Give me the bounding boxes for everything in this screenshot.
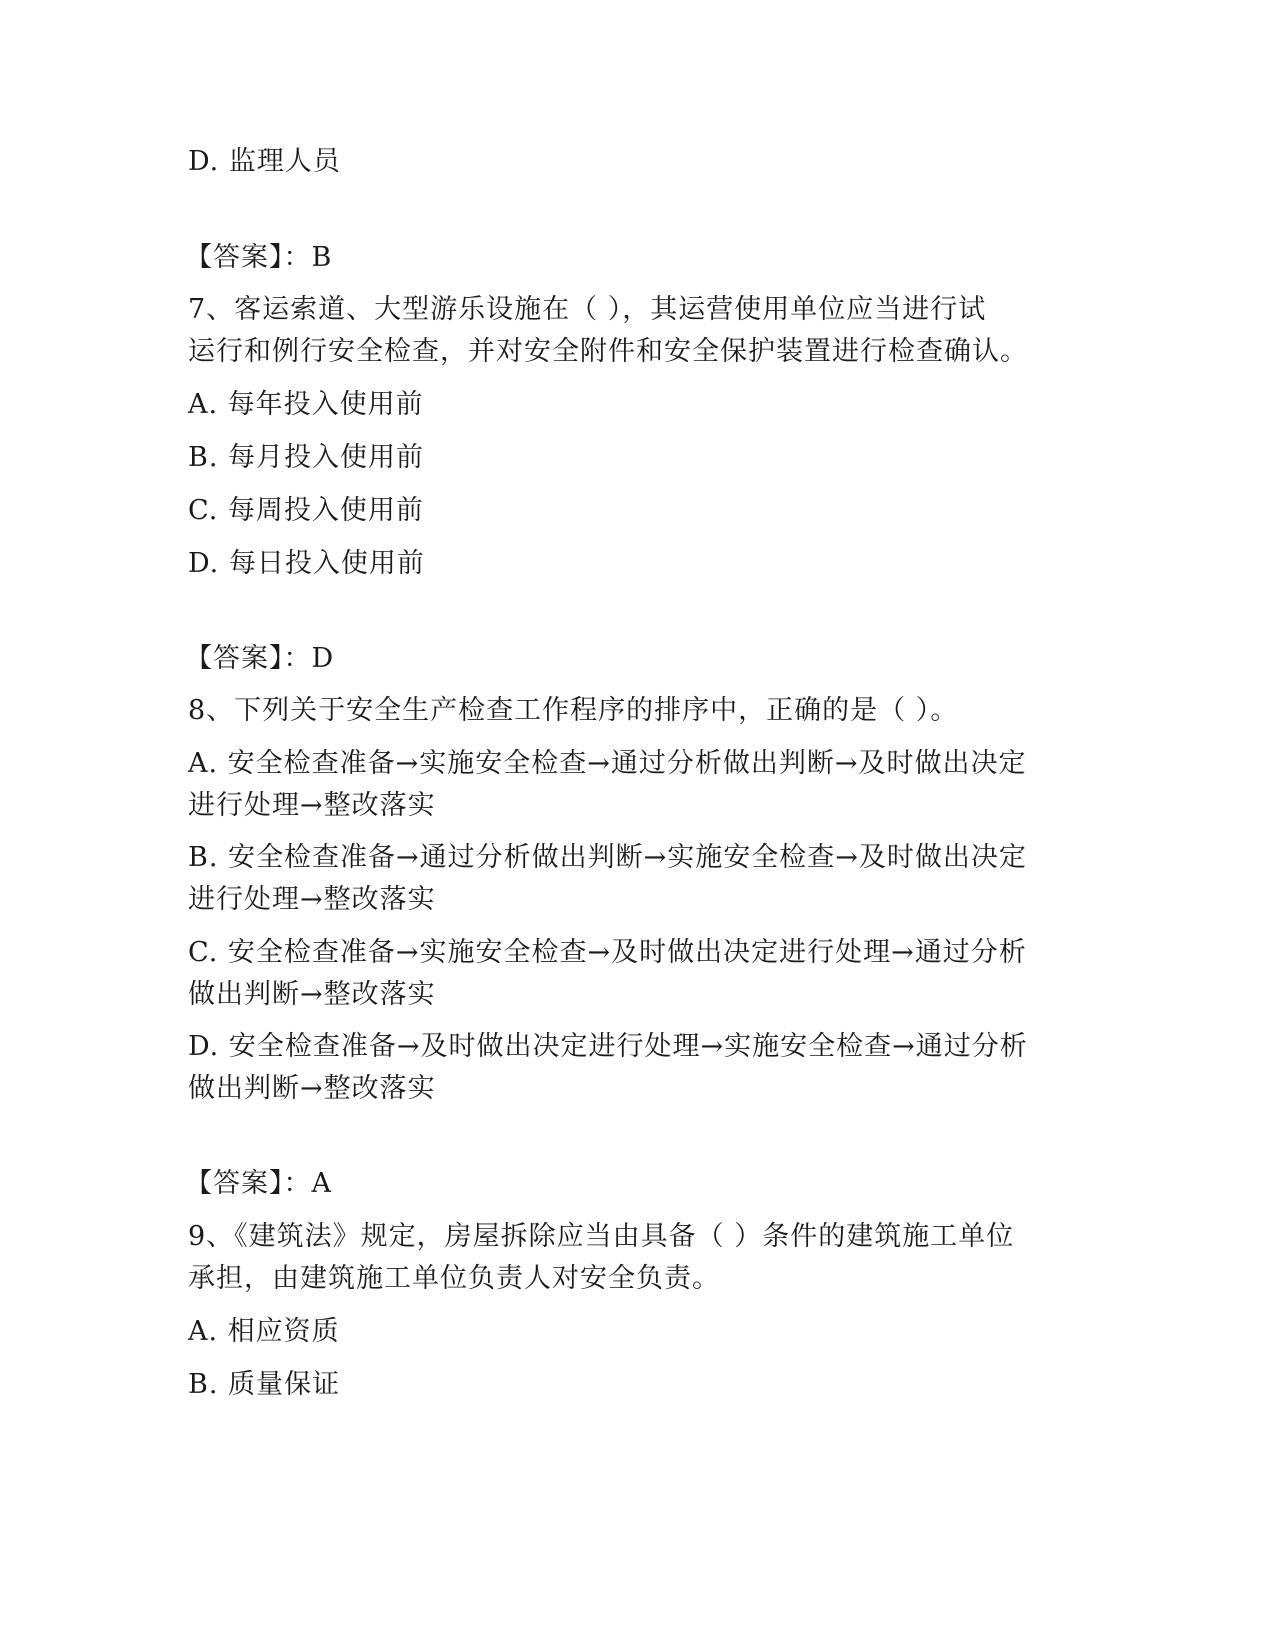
- q8-stem: 8、下列关于安全生产检查工作程序的排序中，正确的是（ ）。: [188, 695, 959, 726]
- q9-stem-line1: 9、《建筑法》规定，房屋拆除应当由具备（ ）条件的建筑施工单位: [188, 1221, 1015, 1252]
- q7-option-d: D. 每日投入使用前: [188, 548, 425, 579]
- q8-answer: 【答案】：A: [185, 1168, 332, 1199]
- q7-option-a: A. 每年投入使用前: [188, 389, 424, 420]
- q7-stem-line1: 7、客运索道、大型游乐设施在（ ），其运营使用单位应当进行试: [188, 294, 987, 325]
- q8-option-a-line1: A. 安全检查准备→实施安全检查→通过分析做出判断→及时做出决定: [188, 748, 1027, 779]
- q7-answer: 【答案】：D: [185, 643, 335, 674]
- q6-option-d: D. 监理人员: [188, 146, 341, 177]
- q8-option-c-line1: C. 安全检查准备→实施安全检查→及时做出决定进行处理→通过分析: [188, 937, 1027, 968]
- q9-option-b: B. 质量保证: [188, 1369, 341, 1400]
- q7-option-b: B. 每月投入使用前: [188, 442, 425, 473]
- q7-option-c: C. 每周投入使用前: [188, 495, 424, 526]
- q8-option-a-line2: 进行处理→整改落实: [188, 790, 436, 821]
- q8-option-b-line1: B. 安全检查准备→通过分析做出判断→实施安全检查→及时做出决定: [188, 842, 1027, 873]
- q7-stem-line2: 运行和例行安全检查，并对安全附件和安全保护装置进行检查确认。: [188, 336, 1028, 367]
- q9-option-a: A. 相应资质: [188, 1316, 340, 1347]
- q8-option-d-line1: D. 安全检查准备→及时做出决定进行处理→实施安全检查→通过分析: [188, 1031, 1028, 1062]
- q9-stem-line2: 承担，由建筑施工单位负责人对安全负责。: [188, 1263, 720, 1294]
- q6-answer: 【答案】：B: [185, 242, 333, 273]
- q8-option-d-line2: 做出判断→整改落实: [188, 1073, 436, 1104]
- q8-option-b-line2: 进行处理→整改落实: [188, 884, 436, 915]
- q8-option-c-line2: 做出判断→整改落实: [188, 979, 436, 1010]
